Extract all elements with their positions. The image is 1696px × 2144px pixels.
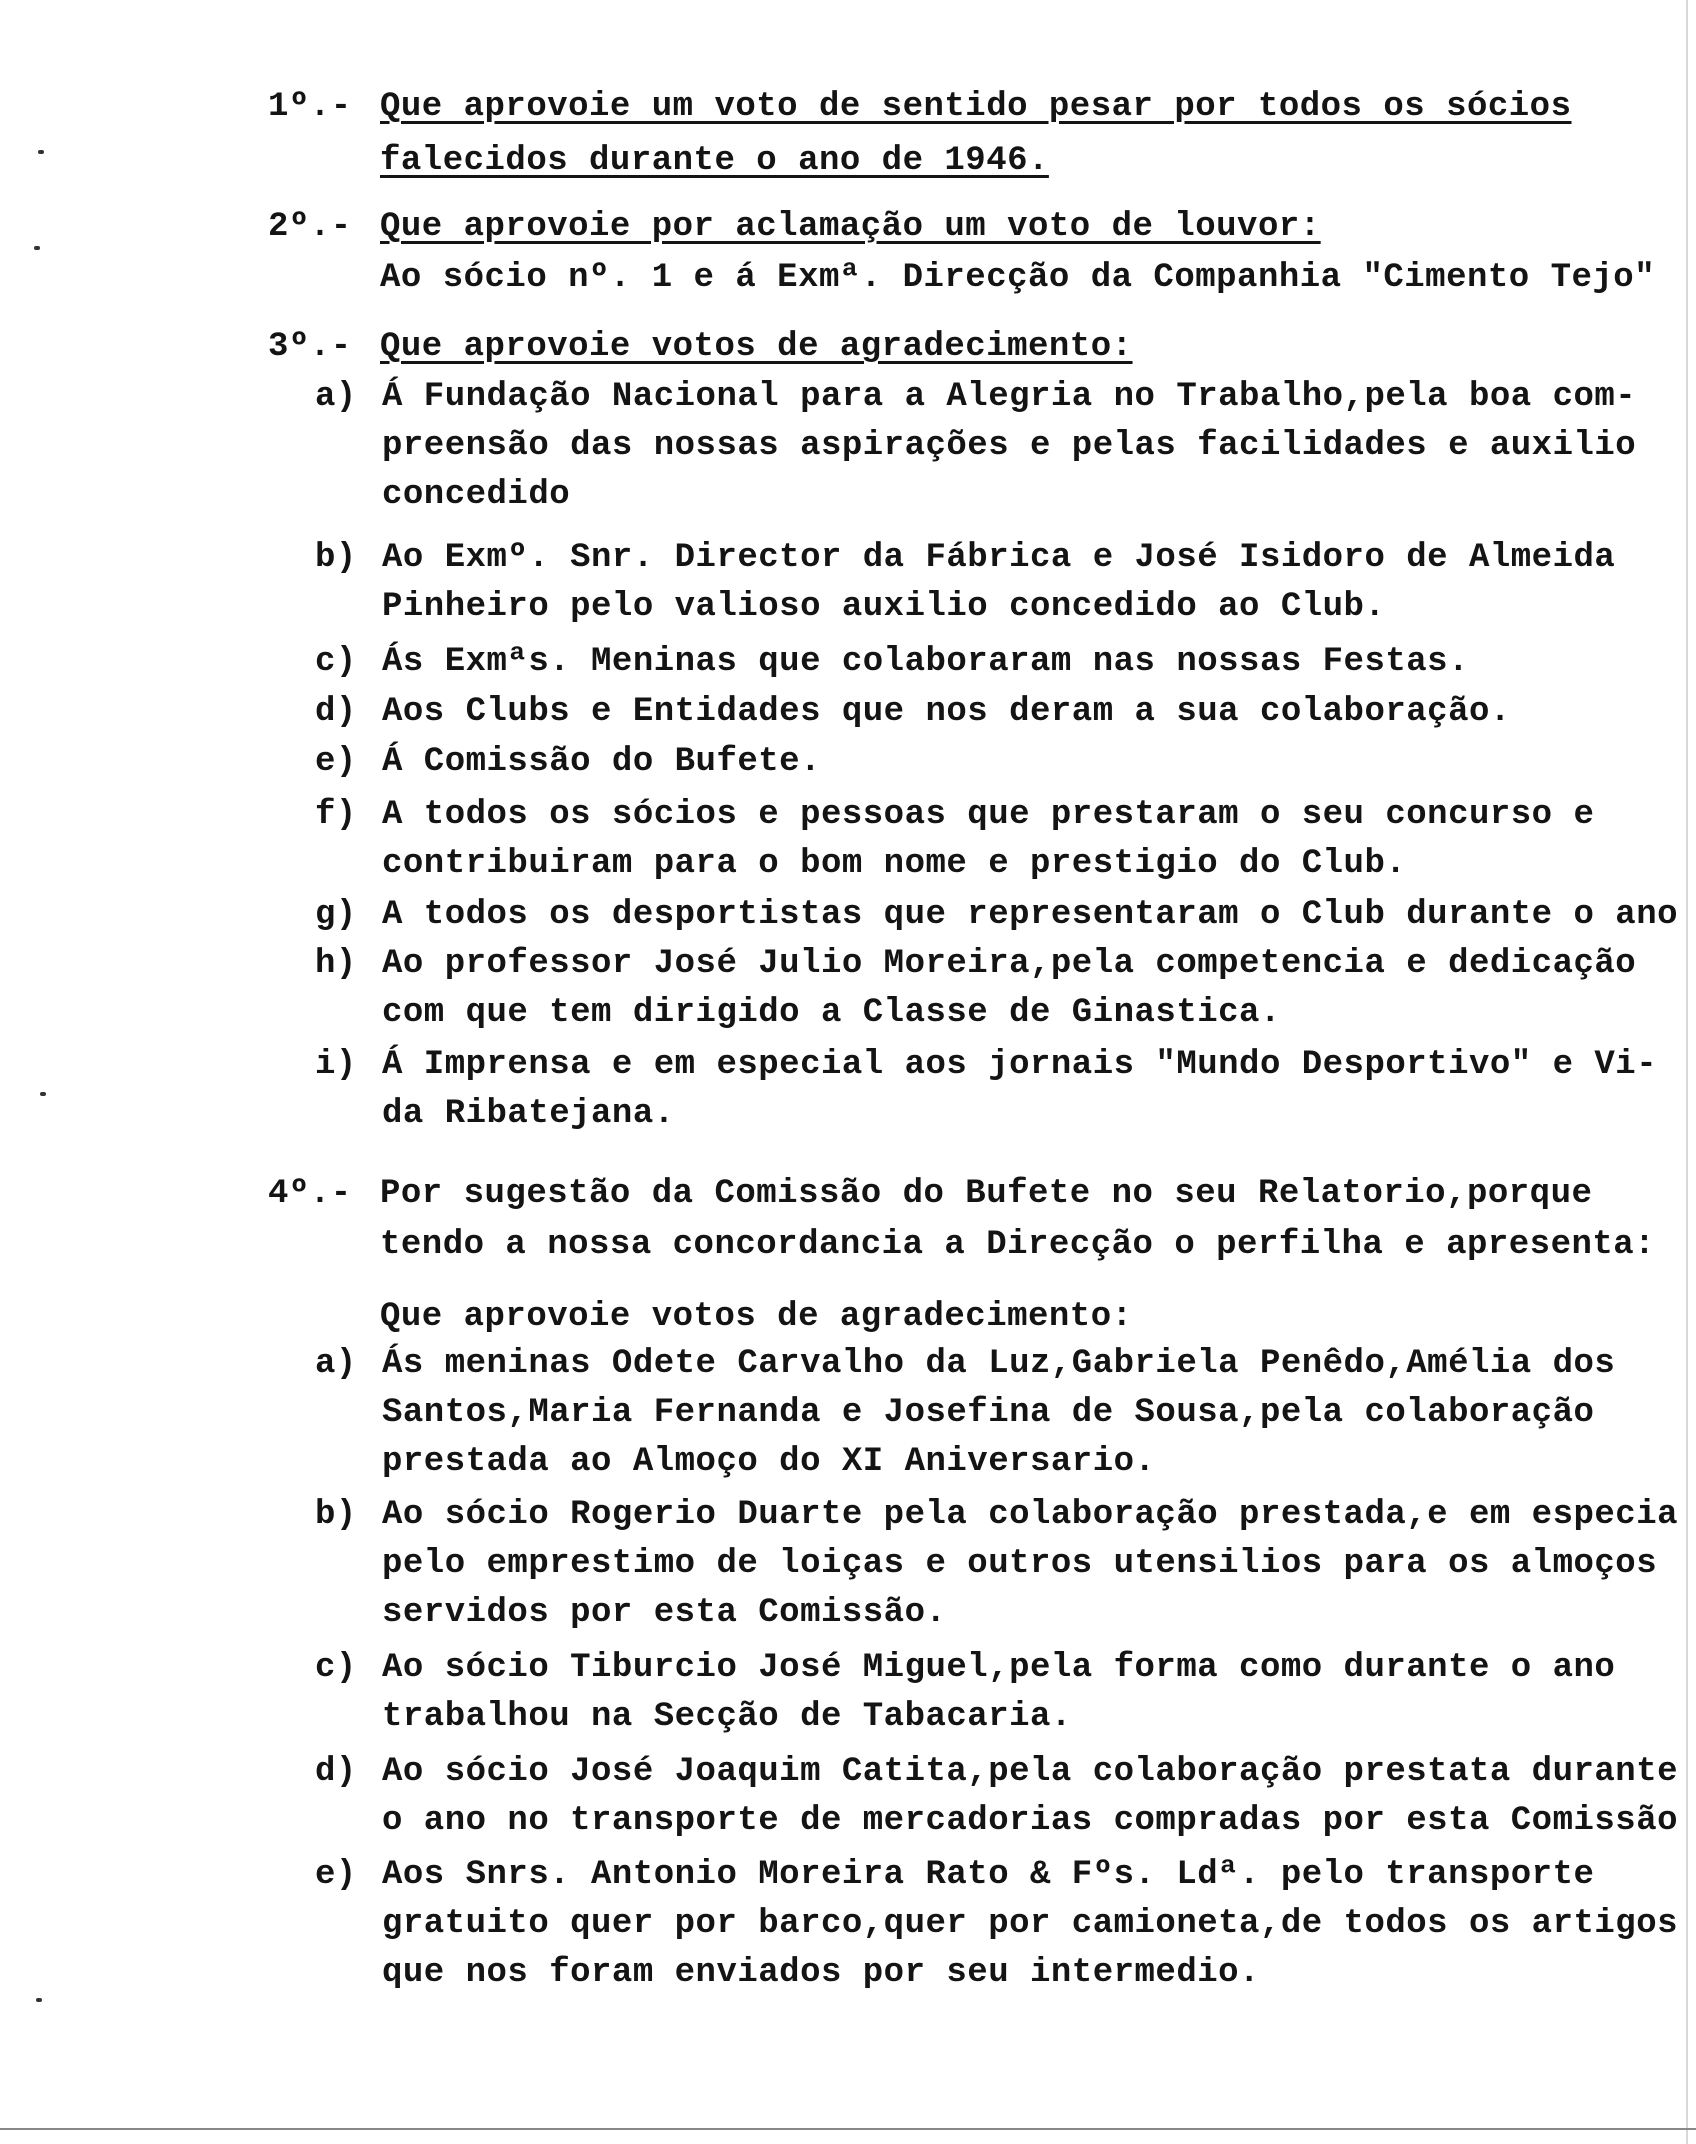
item-letter: g) (315, 896, 357, 934)
item-line: preensão das nossas aspirações e pelas facilidades e auxilio (382, 427, 1637, 465)
item-line: da Ribatejana. (382, 1095, 675, 1133)
margin-mark (40, 1092, 46, 1096)
item-line: A todos os sócios e pessoas que prestaram o seu concurso e (382, 796, 1595, 834)
item-line: trabalhou na Secção de Tabacaria. (382, 1698, 1072, 1736)
item-letter: d) (315, 693, 357, 731)
item-line: pelo emprestimo de loiças e outros utensilios para os almoços (382, 1545, 1658, 1583)
item-letter: i) (315, 1046, 357, 1084)
item-line: com que tem dirigido a Classe de Ginastica. (382, 994, 1281, 1032)
item-line: Ao sócio Rogerio Duarte pela colaboração prestada,e em especia (382, 1496, 1679, 1534)
item-line: Á Imprensa e em especial aos jornais "Mundo Desportivo" e Vi- (382, 1046, 1658, 1084)
item-letter: b) (315, 539, 357, 577)
margin-mark (34, 246, 40, 250)
resolution-4-intro: tendo a nossa concordancia a Direcção o perfilha e apresenta: (380, 1226, 1656, 1264)
resolution-1-line: falecidos durante o ano de 1946. (380, 142, 1049, 180)
item-line: Á Fundação Nacional para a Alegria no Trabalho,pela boa com- (382, 378, 1637, 416)
item-line: o ano no transporte de mercadorias compradas por esta Comissão (382, 1802, 1679, 1840)
item-line: Pinheiro pelo valioso auxilio concedido ao Club. (382, 588, 1386, 626)
item-line: Ao sócio Tiburcio José Miguel,pela forma como durante o ano (382, 1649, 1616, 1687)
item-line: Á Comissão do Bufete. (382, 743, 821, 781)
item-letter: e) (315, 1856, 357, 1894)
item-letter: f) (315, 796, 357, 834)
item-line: Ás meninas Odete Carvalho da Luz,Gabriela Penêdo,Amélia dos (382, 1345, 1616, 1383)
item-letter: a) (315, 1345, 357, 1383)
resolution-2-number: 2º.- (268, 208, 352, 246)
item-letter: e) (315, 743, 357, 781)
resolution-4-heading: Que aprovoie votos de agradecimento: (380, 1298, 1133, 1336)
margin-mark (36, 1998, 42, 2002)
item-letter: c) (315, 643, 357, 681)
resolution-2-heading: Que aprovoie por aclamação um voto de louvor: (380, 208, 1321, 246)
item-line: Santos,Maria Fernanda e Josefina de Sousa,pela colaboração (382, 1394, 1595, 1432)
item-line: contribuiram para o bom nome e prestigio do Club. (382, 845, 1407, 883)
item-line: gratuito quer por barco,quer por camioneta,de todos os artigos (382, 1905, 1679, 1943)
resolution-1-line: Que aprovoie um voto de sentido pesar por todos os sócios (380, 88, 1572, 126)
item-line: Ao Exmº. Snr. Director da Fábrica e José Isidoro de Almeida (382, 539, 1616, 577)
resolution-4-number: 4º.- (268, 1175, 352, 1213)
item-line: Ás Exmªs. Meninas que colaboraram nas nossas Festas. (382, 643, 1469, 681)
item-line: Ao professor José Julio Moreira,pela competencia e dedicação (382, 945, 1637, 983)
page-edge (1686, 0, 1688, 2144)
resolution-3-heading: Que aprovoie votos de agradecimento: (380, 328, 1133, 366)
page-bottom-edge (0, 2128, 1696, 2130)
item-line: servidos por esta Comissão. (382, 1594, 947, 1632)
item-line: que nos foram enviados por seu intermedio. (382, 1954, 1260, 1992)
item-line: Ao sócio José Joaquim Catita,pela colaboração prestata durante (382, 1753, 1679, 1791)
resolution-4-intro: Por sugestão da Comissão do Bufete no seu Relatorio,porque (380, 1175, 1593, 1213)
resolution-2-line: Ao sócio nº. 1 e á Exmª. Direcção da Companhia "Cimento Tejo" (380, 259, 1656, 297)
resolution-1-number: 1º.- (268, 88, 352, 126)
margin-mark (38, 150, 44, 154)
item-line: A todos os desportistas que representaram o Club durante o ano (382, 896, 1679, 934)
item-letter: d) (315, 1753, 357, 1791)
item-line: Aos Snrs. Antonio Moreira Rato & Fºs. Ldª. pelo transporte (382, 1856, 1595, 1894)
item-line: prestada ao Almoço do XI Aniversario. (382, 1443, 1156, 1481)
item-letter: h) (315, 945, 357, 983)
item-line: concedido (382, 476, 571, 514)
item-letter: b) (315, 1496, 357, 1534)
item-letter: c) (315, 1649, 357, 1687)
item-line: Aos Clubs e Entidades que nos deram a sua colaboração. (382, 693, 1511, 731)
resolution-3-number: 3º.- (268, 328, 352, 366)
item-letter: a) (315, 378, 357, 416)
